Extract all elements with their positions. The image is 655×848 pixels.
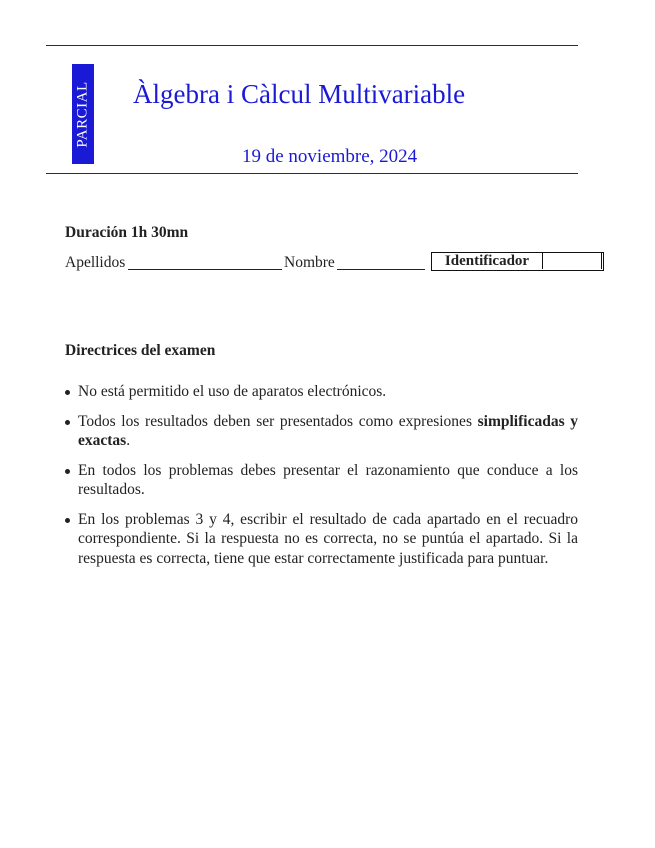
directive-text: En los problemas 3 y 4, escribir el resultado de cada apartado en el recuadro correspondiente. Si la respuesta no es correcta, no se puntúa el apartado. Si la respuesta es correcta, tiene que estar correctamente justificada para puntuar.: [78, 510, 578, 567]
student-identification-row: [65, 252, 610, 274]
surname-field[interactable]: [128, 269, 282, 270]
name-field[interactable]: [337, 269, 425, 270]
directive-emphasis: simplificadas y exactas: [78, 412, 579, 449]
header-top-rule: [46, 45, 578, 46]
exam-duration: Duración 1h 30mn: [65, 224, 189, 241]
directives-title: Directrices del examen: [65, 342, 216, 359]
parcial-tag: [72, 64, 94, 164]
surname-label: Apellidos: [65, 254, 126, 271]
name-label: Nombre: [284, 254, 335, 271]
identifier-box: [431, 252, 604, 271]
directive-item: [65, 461, 578, 500]
identifier-box-end: [601, 253, 602, 269]
directive-text: No está permitido el uso de aparatos electrónicos.: [78, 383, 387, 400]
directive-text-end: .: [126, 432, 131, 449]
directive-text: Todos los resultados deben ser presentados como expresiones: [78, 412, 478, 430]
directive-item: [65, 510, 578, 569]
directive-item: [65, 382, 578, 402]
directive-item: [65, 412, 578, 451]
parcial-tag-label: PARCIAL: [74, 80, 91, 148]
identifier-label: Identificador: [432, 253, 543, 269]
directives-list: [65, 382, 578, 578]
directive-text: En todos los problemas debes presentar el razonamiento que conduce a los resultados.: [78, 461, 578, 498]
exam-date: 19 de noviembre, 2024: [242, 146, 418, 167]
header-bottom-rule: [46, 173, 578, 174]
exam-title: Àlgebra i Càlcul Multivariable: [133, 79, 466, 109]
identifier-field[interactable]: [544, 253, 599, 269]
